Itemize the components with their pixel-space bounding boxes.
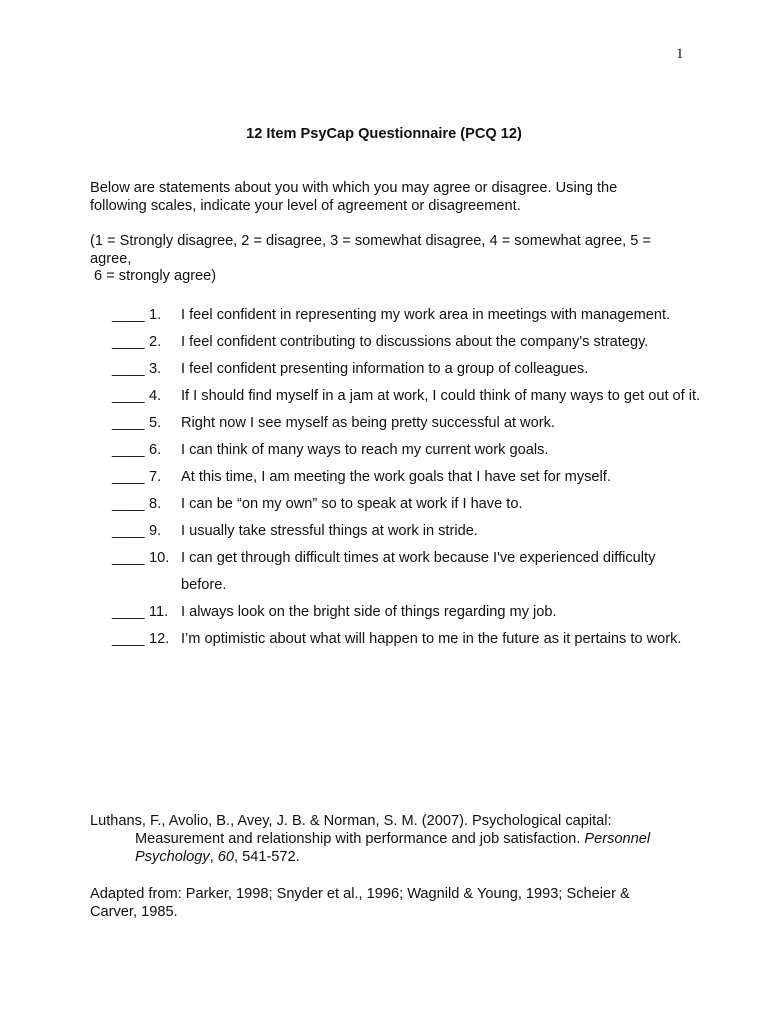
- question-item: [112, 464, 712, 491]
- citation-volume: 60: [217, 849, 234, 865]
- item-text: I can think of many ways to reach my current work goals.: [181, 442, 549, 458]
- answer-blank[interactable]: ____: [112, 442, 145, 458]
- question-item: [112, 545, 712, 599]
- answer-blank[interactable]: ____: [112, 550, 145, 566]
- citation-sep: ,: [209, 849, 218, 865]
- item-number: 12.: [149, 631, 170, 647]
- item-number: 10.: [149, 550, 170, 566]
- question-item: [112, 491, 712, 518]
- scale-line-2: 6 = strongly agree): [90, 268, 217, 284]
- item-text: At this time, I am meeting the work goals that I have set for myself.: [181, 469, 611, 485]
- item-text: I feel confident in representing my work area in meetings with management.: [181, 307, 671, 323]
- citation-title: Measurement and relationship with performance and job satisfaction.: [135, 831, 585, 847]
- item-number: 9.: [149, 523, 162, 539]
- citation-pages: , 541-572.: [233, 849, 300, 865]
- item-number: 8.: [149, 496, 162, 512]
- answer-blank[interactable]: ____: [112, 523, 145, 539]
- item-number: 6.: [149, 442, 162, 458]
- item-number: 5.: [149, 415, 162, 431]
- answer-blank[interactable]: ____: [112, 496, 145, 512]
- item-text: I can get through difficult times at work because I've experienced difficulty before.: [181, 550, 656, 593]
- item-text: I can be “on my own” so to speak at work if I have to.: [181, 496, 523, 512]
- question-item: [112, 599, 712, 626]
- citation-journal: Personnel Psychology: [135, 831, 651, 865]
- citation-body: [90, 830, 690, 866]
- item-number: 1.: [149, 307, 162, 323]
- intro-paragraph: Below are statements about you with which you may agree or disagree. Using the following scales, indicate your level of agreement or disagreement.: [90, 180, 618, 214]
- scale-description: [90, 233, 660, 286]
- item-number: 2.: [149, 334, 162, 350]
- answer-blank[interactable]: ____: [112, 469, 145, 485]
- item-text: Right now I see myself as being pretty successful at work.: [181, 415, 555, 431]
- answer-blank[interactable]: ____: [112, 604, 145, 620]
- question-item: [112, 410, 712, 437]
- item-number: 11.: [149, 604, 169, 620]
- questionnaire-items: [112, 302, 712, 653]
- question-item: [112, 383, 712, 410]
- question-item: [112, 626, 712, 653]
- item-text: I always look on the bright side of things regarding my job.: [181, 604, 557, 620]
- item-number: 3.: [149, 361, 162, 377]
- question-item: [112, 356, 712, 383]
- answer-blank[interactable]: ____: [112, 307, 145, 323]
- item-text: I feel confident contributing to discussions about the company's strategy.: [181, 334, 649, 350]
- citation-authors: Luthans, F., Avolio, B., Avey, J. B. & Norman, S. M. (2007). Psychological capital:: [90, 813, 612, 829]
- answer-blank[interactable]: ____: [112, 631, 145, 647]
- answer-blank[interactable]: ____: [112, 361, 145, 377]
- citation: [90, 812, 690, 866]
- item-number: 7.: [149, 469, 162, 485]
- question-item: [112, 329, 712, 356]
- answer-blank[interactable]: ____: [112, 388, 145, 404]
- adapted-from: Adapted from: Parker, 1998; Snyder et al., 1996; Wagnild & Young, 1993; Scheier & Carver, 1985.: [90, 886, 630, 920]
- answer-blank[interactable]: ____: [112, 334, 145, 350]
- item-text: I usually take stressful things at work in stride.: [181, 523, 478, 539]
- item-text: I feel confident presenting information to a group of colleagues.: [181, 361, 589, 377]
- question-item: [112, 302, 712, 329]
- question-item: [112, 437, 712, 464]
- item-number: 4.: [149, 388, 162, 404]
- scale-line-1: (1 = Strongly disagree, 2 = disagree, 3 = somewhat disagree, 4 = somewhat agree, 5 = agree,: [90, 233, 651, 267]
- answer-blank[interactable]: ____: [112, 415, 145, 431]
- item-text: If I should find myself in a jam at work, I could think of many ways to get out of it.: [181, 388, 701, 404]
- item-text: I’m optimistic about what will happen to me in the future as it pertains to work.: [181, 631, 682, 647]
- document-title: 12 Item PsyCap Questionnaire (PCQ 12): [246, 126, 522, 142]
- page-number: 1: [676, 46, 684, 62]
- question-item: [112, 518, 712, 545]
